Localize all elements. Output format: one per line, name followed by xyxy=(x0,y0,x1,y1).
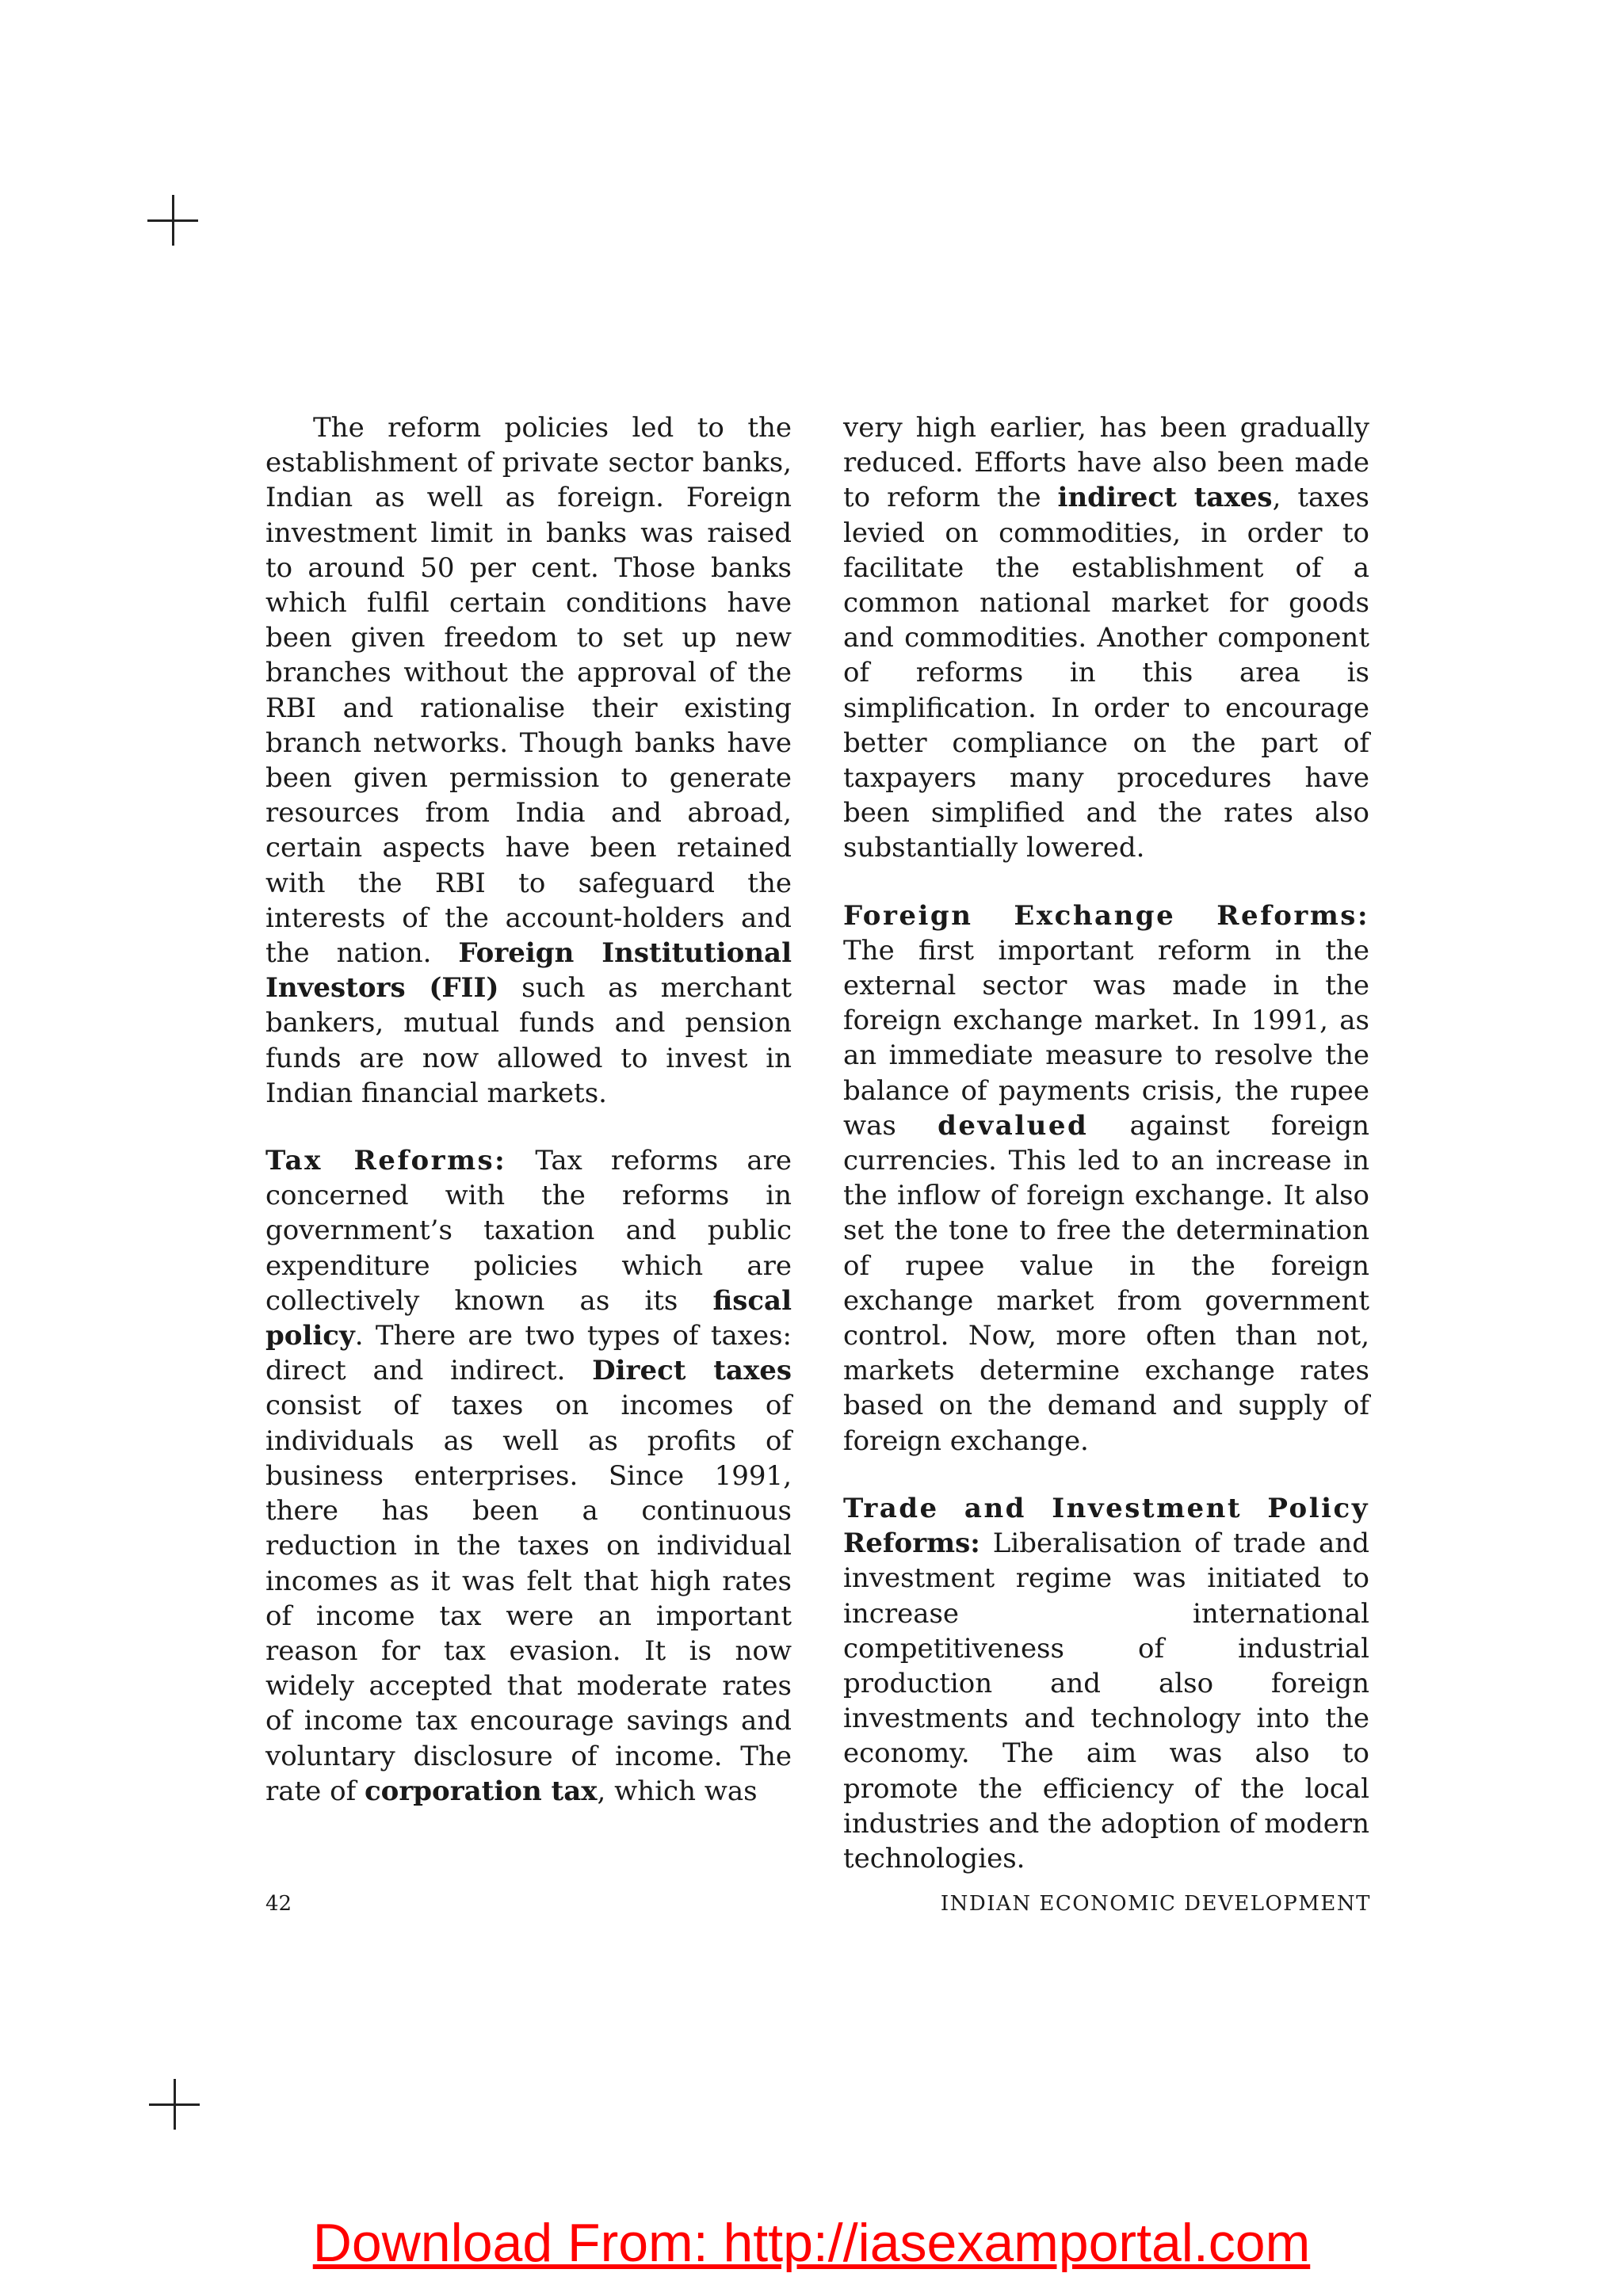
paragraph-foreign-exchange-reforms xyxy=(843,898,1369,1459)
crop-mark-bottom-left xyxy=(149,2079,200,2130)
paragraph-text: very high earlier, has been gradually reduced. Efforts have also been made to reform the xyxy=(843,412,1369,514)
paragraph-trade-investment-reforms xyxy=(843,1491,1369,1876)
paragraph-text: The first important reform in the external sector was made in the foreign exchange market. In 1991, as an immediate measure to resolve the balance of payments crisis, the rupee was xyxy=(843,934,1369,1142)
paragraph-text: , which was xyxy=(597,1775,758,1807)
direct-taxes-term: Direct taxes xyxy=(592,1355,792,1387)
crop-mark-vertical xyxy=(172,195,174,246)
foreign-exchange-heading: Foreign Exchange Reforms: xyxy=(843,899,1369,932)
paragraph-text: . There are two types of taxes: direct and indirect. xyxy=(265,1320,792,1387)
paragraph-text: Liberalisation of trade and investment regime was initiated to increase international competitiveness of industrial production and also foreign investments and technology into the economy. The aim was also to promote the efficiency of the local industries and the adoption of modern technologies. xyxy=(843,1527,1369,1875)
paragraph-tax-reforms xyxy=(265,1143,792,1809)
running-title: INDIAN ECONOMIC DEVELOPMENT xyxy=(940,1892,1371,1916)
left-column xyxy=(265,410,792,1841)
paragraph-text: The reform policies led to the establishment of private sector banks, Indian as well as foreign. Foreign investment limit in banks was raised to around 50 per cent. Those banks which fulfil certain conditions have been given freedom to set up new branches without the approval of the RBI and rationalise their existing branch networks. Though banks have been given permission to generate resources from India and abroad, certain aspects have been retained with the RBI to safeguard the interests of the account-holders and the nation. xyxy=(265,412,792,970)
paragraph-text: , taxes levied on commodities, in order to facilitate the establishment of a common national market for goods and commodities. Another component of reforms in this area is simplification. In order to encourage better compliance on the part of taxpayers many procedures have been simplified and the rates also substantially lowered. xyxy=(843,482,1369,864)
fii-term: Foreign Institutional Investors (FII) xyxy=(265,937,792,1005)
corporation-tax-term: corporation tax xyxy=(364,1775,598,1807)
crop-mark-vertical xyxy=(174,2079,176,2130)
paragraph-text: consist of taxes on incomes of individuals as well as profits of business enterprises. Since 1991, there has been a continuous reduction in the taxes on individual incomes as it was felt that high rates of income tax were an important reason for tax evasion. It is now widely accepted that moderate rates of income tax encourage savings and voluntary disclosure of income. The rate of xyxy=(265,1390,792,1807)
devalued-term: devalued xyxy=(938,1109,1089,1142)
fiscal-policy-term: fiscal policy xyxy=(265,1284,792,1352)
paragraph-tax-continued xyxy=(843,410,1369,866)
indirect-taxes-term: indirect taxes xyxy=(1057,482,1273,514)
paragraph-text: against foreign currencies. This led to an increase in the inflow of foreign exchange. It also set the tone to free the determination of rupee value in the foreign exchange market from government control. Now, more often than not, markets determine exchange rates based on the demand and supply of foreign exchange. xyxy=(843,1109,1369,1457)
paragraph-text: Tax reforms are concerned with the reforms in government’s taxation and public expenditure policies which are collectively known as its xyxy=(265,1145,792,1317)
crop-mark-top-left xyxy=(147,195,198,246)
trade-investment-heading: Trade and Investment Policy xyxy=(843,1492,1369,1524)
trade-investment-heading-continued: Reforms: xyxy=(843,1527,980,1560)
download-link[interactable]: Download From: http://iasexamportal.com xyxy=(312,2213,1311,2273)
paragraph-text: such as merchant bankers, mutual funds and pension funds are now allowed to invest in Indian financial markets. xyxy=(265,972,792,1109)
right-column xyxy=(843,410,1369,1909)
page-number: 42 xyxy=(265,1892,292,1916)
tax-reforms-heading: Tax Reforms: xyxy=(265,1145,507,1177)
paragraph-bank-reforms xyxy=(265,410,792,1111)
